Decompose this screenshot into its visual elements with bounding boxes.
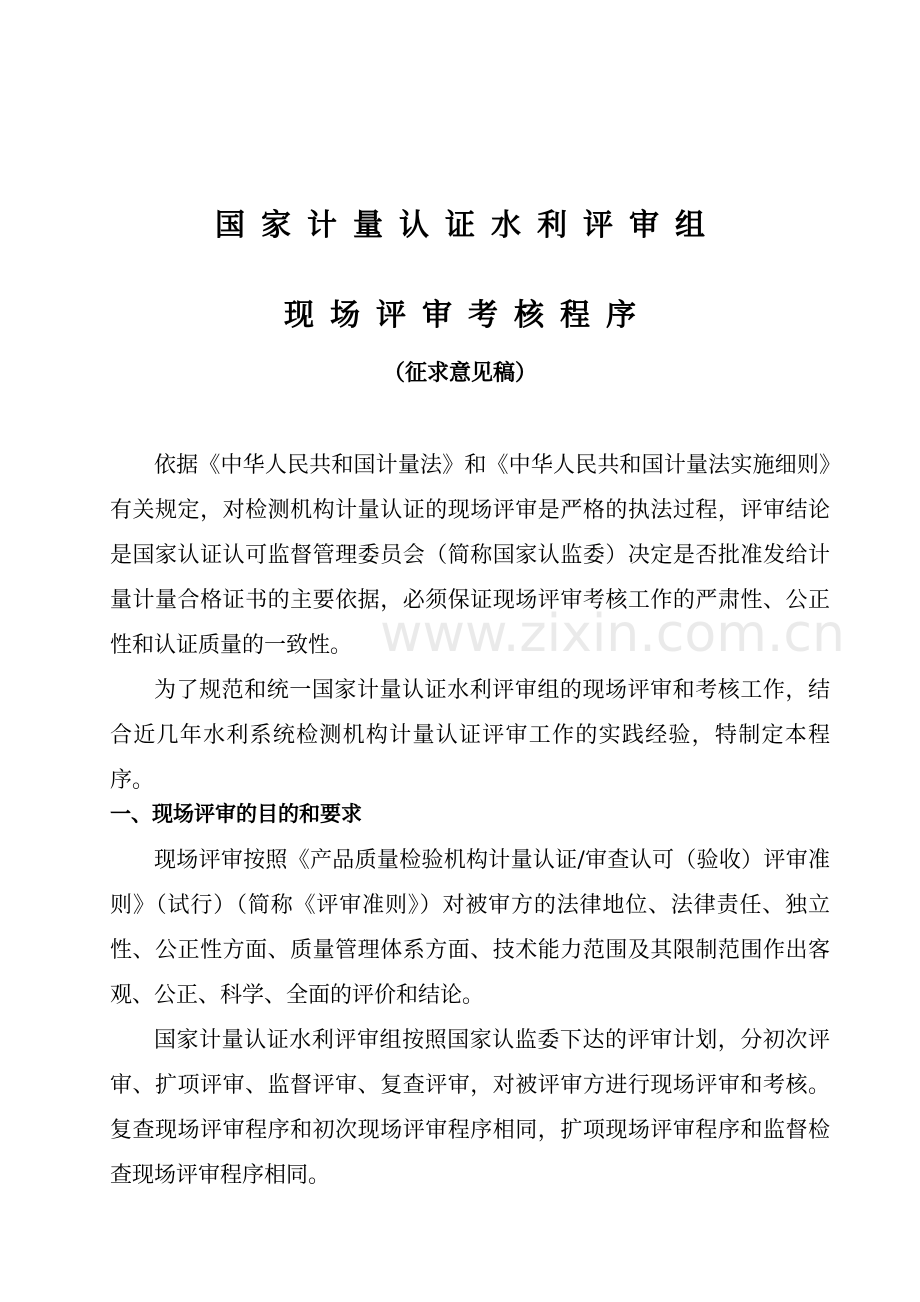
section-1-heading: 一、现场评审的目的和要求 — [110, 802, 362, 826]
document-subtitle: （征求意见稿） — [382, 361, 537, 386]
paragraph-review-criteria — [110, 838, 830, 1018]
paragraph-review-types — [110, 1018, 830, 1198]
paragraph-4-text: 国家计量认证水利评审组按照国家认监委下达的评审计划，分初次评审、扩项评审、监督评审、复查评审，对被评审方进行现场评审和考核。复查现场评审程序和初次现场评审程序相同，扩项现场评审程序和监督检查现场评审程序相同。 — [110, 1028, 830, 1188]
document-title-line1: 国家计量认证水利评审组 — [215, 208, 721, 243]
paragraph-basis — [110, 443, 830, 668]
watermark-text: www.zixin.com.cn — [380, 604, 845, 664]
paragraph-purpose — [110, 668, 830, 803]
paragraph-1-text: 依据《中华人民共和国计量法》和《中华人民共和国计量法实施细则》有关规定，对检测机构计量认证的现场评审是严格的执法过程，评审结论是国家认证认可监督管理委员会（简称国家认监委）决定是否批准发给计量计量合格证书的主要依据，必须保证现场评审考核工作的严肃性、公正性和认证质量的一致性。 — [110, 453, 830, 658]
paragraph-2-text: 为了规范和统一国家计量认证水利评审组的现场评审和考核工作，结合近几年水利系统检测机构计量认证评审工作的实践经验，特制定本程序。 — [110, 678, 830, 793]
paragraph-3-text: 现场评审按照《产品质量检验机构计量认证/审查认可（验收）评审准则》（试行）（简称《评审准则》）对被审方的法律地位、法律责任、独立性、公正性方面、质量管理体系方面、技术能力范围及其限制范围作出客观、公正、科学、全面的评价和结论。 — [110, 848, 830, 1008]
document-title-line2: 现场评审考核程序 — [284, 298, 652, 333]
